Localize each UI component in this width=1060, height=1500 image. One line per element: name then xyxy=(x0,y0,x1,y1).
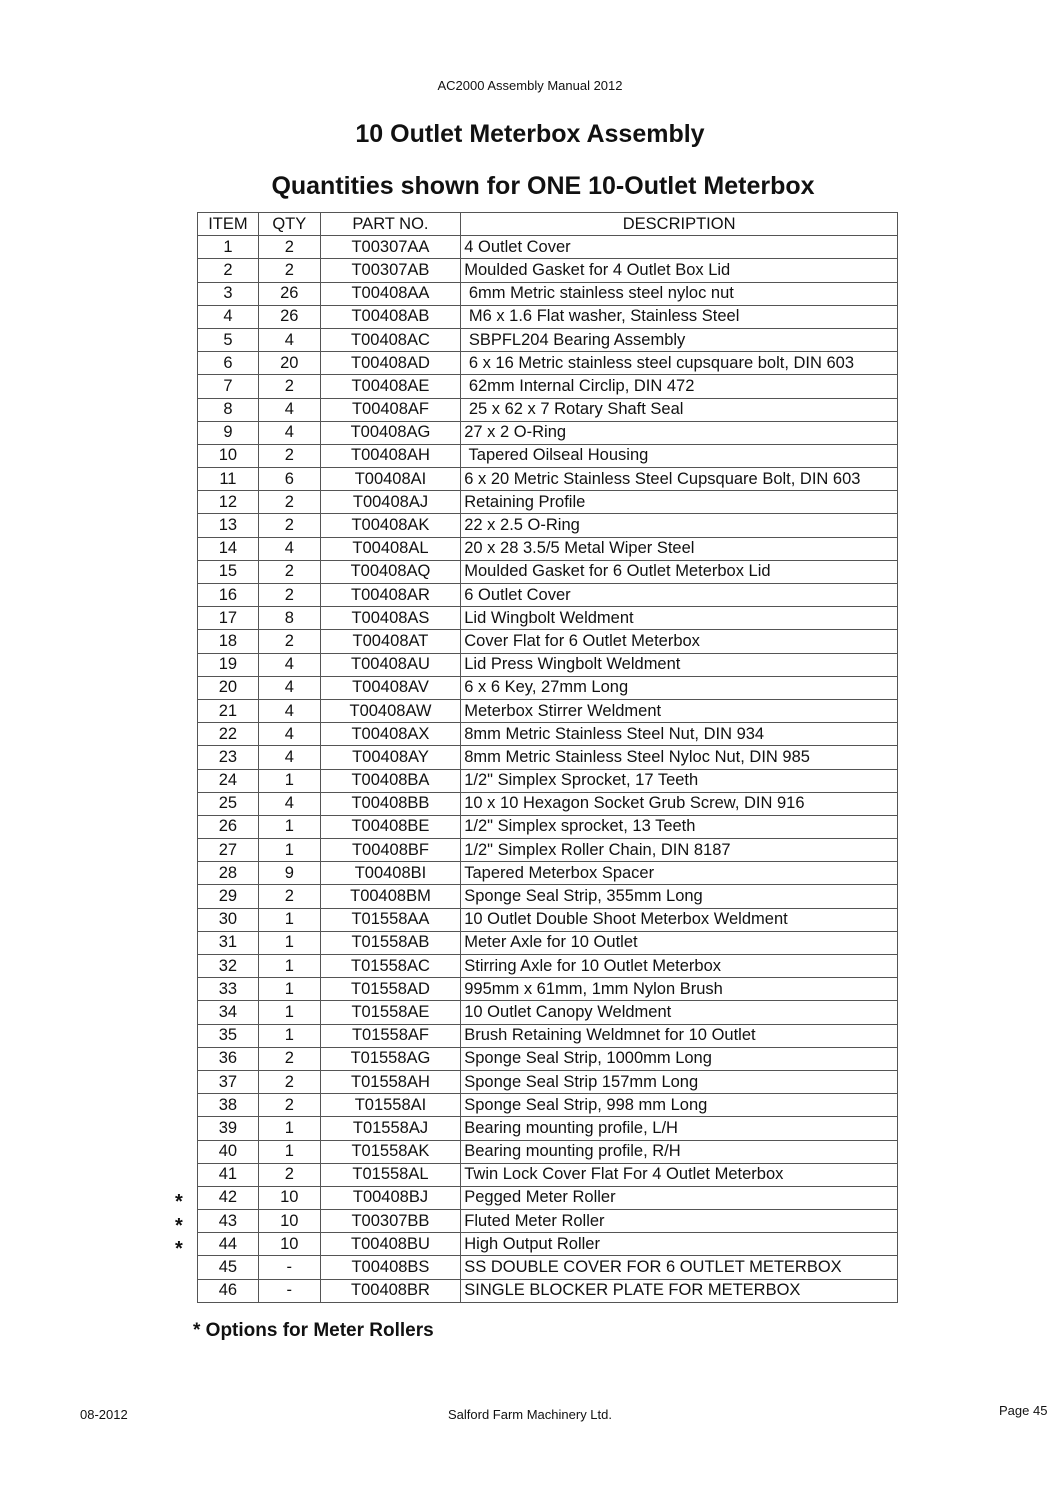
table-row xyxy=(198,815,898,838)
footer-company: Salford Farm Machinery Ltd. xyxy=(447,1407,612,1422)
description-cell: SINGLE BLOCKER PLATE FOR METERBOX xyxy=(461,1279,898,1302)
part-no-cell: T00307AB xyxy=(320,259,461,282)
item-cell: 18 xyxy=(198,630,259,653)
description-cell: Tapered Meterbox Spacer xyxy=(461,862,898,885)
table-row xyxy=(198,1210,898,1233)
item-cell: 13 xyxy=(198,514,259,537)
qty-cell: 2 xyxy=(258,630,320,653)
description-cell: Tapered Oilseal Housing xyxy=(461,444,898,467)
part-no-cell: T00408BA xyxy=(320,769,461,792)
column-header-description: DESCRIPTION xyxy=(461,213,898,236)
qty-cell: 20 xyxy=(258,352,320,375)
qty-cell: 4 xyxy=(258,723,320,746)
item-cell: 15 xyxy=(198,560,259,583)
part-no-cell: T00307AA xyxy=(320,236,461,259)
table-row xyxy=(198,931,898,954)
table-row xyxy=(198,328,898,351)
part-no-cell: T00408BE xyxy=(320,815,461,838)
table-row xyxy=(198,398,898,421)
page-subtitle: Quantities shown for ONE 10-Outlet Meterbox xyxy=(271,172,815,200)
item-cell: 16 xyxy=(198,584,259,607)
table-row xyxy=(198,1001,898,1024)
qty-cell: 1 xyxy=(258,1024,320,1047)
description-cell: High Output Roller xyxy=(461,1233,898,1256)
part-no-cell: T01558AK xyxy=(320,1140,461,1163)
item-cell: 6 xyxy=(198,352,259,375)
part-no-cell: T01558AD xyxy=(320,978,461,1001)
option-marker: * xyxy=(175,1214,183,1237)
table-row xyxy=(198,1256,898,1279)
part-no-cell: T00408AU xyxy=(320,653,461,676)
qty-cell: 1 xyxy=(258,931,320,954)
part-no-cell: T00408AR xyxy=(320,584,461,607)
item-cell: 8 xyxy=(198,398,259,421)
qty-cell: 2 xyxy=(258,514,320,537)
qty-cell: 4 xyxy=(258,537,320,560)
description-cell: Moulded Gasket for 4 Outlet Box Lid xyxy=(461,259,898,282)
part-no-cell: T01558AB xyxy=(320,931,461,954)
table-row xyxy=(198,1094,898,1117)
table-row xyxy=(198,282,898,305)
item-cell: 14 xyxy=(198,537,259,560)
qty-cell: 4 xyxy=(258,699,320,722)
part-no-cell: T01558AF xyxy=(320,1024,461,1047)
qty-cell: 1 xyxy=(258,839,320,862)
item-cell: 38 xyxy=(198,1094,259,1117)
item-cell: 23 xyxy=(198,746,259,769)
qty-cell: 2 xyxy=(258,1047,320,1070)
item-cell: 30 xyxy=(198,908,259,931)
table-row xyxy=(198,560,898,583)
options-note: * Options for Meter Rollers xyxy=(193,1320,434,1341)
part-no-cell: T00408BF xyxy=(320,839,461,862)
part-no-cell: T00408AG xyxy=(320,421,461,444)
part-no-cell: T00408AV xyxy=(320,676,461,699)
qty-cell: - xyxy=(258,1279,320,1302)
item-cell: 5 xyxy=(198,328,259,351)
item-cell: 43 xyxy=(198,1210,259,1233)
description-cell: Twin Lock Cover Flat For 4 Outlet Meterbox xyxy=(461,1163,898,1186)
part-no-cell: T00408AI xyxy=(320,468,461,491)
part-no-cell: T00408AX xyxy=(320,723,461,746)
part-no-cell: T00408AF xyxy=(320,398,461,421)
item-cell: 35 xyxy=(198,1024,259,1047)
part-no-cell: T00408BS xyxy=(320,1256,461,1279)
part-no-cell: T00408AB xyxy=(320,305,461,328)
description-cell: Bearing mounting profile, R/H xyxy=(461,1140,898,1163)
qty-cell: 10 xyxy=(258,1233,320,1256)
part-no-cell: T00408AW xyxy=(320,699,461,722)
description-cell: 10 Outlet Canopy Weldment xyxy=(461,1001,898,1024)
table-row xyxy=(198,746,898,769)
description-cell: 4 Outlet Cover xyxy=(461,236,898,259)
qty-cell: 4 xyxy=(258,792,320,815)
part-no-cell: T00408AD xyxy=(320,352,461,375)
description-cell: 6 x 20 Metric Stainless Steel Cupsquare Bolt, DIN 603 xyxy=(461,468,898,491)
table-row xyxy=(198,468,898,491)
table-row xyxy=(198,1186,898,1209)
description-cell: 10 x 10 Hexagon Socket Grub Screw, DIN 916 xyxy=(461,792,898,815)
part-no-cell: T01558AH xyxy=(320,1070,461,1093)
description-cell: SS DOUBLE COVER FOR 6 OUTLET METERBOX xyxy=(461,1256,898,1279)
part-no-cell: T00408BB xyxy=(320,792,461,815)
part-no-cell: T01558AI xyxy=(320,1094,461,1117)
item-cell: 17 xyxy=(198,607,259,630)
table-row xyxy=(198,537,898,560)
table-row xyxy=(198,723,898,746)
description-cell: Bearing mounting profile, L/H xyxy=(461,1117,898,1140)
description-cell: Stirring Axle for 10 Outlet Meterbox xyxy=(461,955,898,978)
table-row xyxy=(198,839,898,862)
qty-cell: 4 xyxy=(258,676,320,699)
footer-date: 08-2012 xyxy=(80,1407,128,1422)
description-cell: Retaining Profile xyxy=(461,491,898,514)
table-row xyxy=(198,792,898,815)
table-row xyxy=(198,630,898,653)
table-row xyxy=(198,514,898,537)
qty-cell: 26 xyxy=(258,305,320,328)
qty-cell: 2 xyxy=(258,1094,320,1117)
item-cell: 26 xyxy=(198,815,259,838)
item-cell: 45 xyxy=(198,1256,259,1279)
part-no-cell: T00408AC xyxy=(320,328,461,351)
item-cell: 28 xyxy=(198,862,259,885)
part-no-cell: T00408BJ xyxy=(320,1186,461,1209)
item-cell: 42 xyxy=(198,1186,259,1209)
item-cell: 32 xyxy=(198,955,259,978)
table-row xyxy=(198,699,898,722)
table-row xyxy=(198,1140,898,1163)
description-cell: Sponge Seal Strip, 998 mm Long xyxy=(461,1094,898,1117)
description-cell: 6mm Metric stainless steel nyloc nut xyxy=(461,282,898,305)
description-cell: 8mm Metric Stainless Steel Nyloc Nut, DIN 985 xyxy=(461,746,898,769)
description-cell: Lid Wingbolt Weldment xyxy=(461,607,898,630)
item-cell: 40 xyxy=(198,1140,259,1163)
part-no-cell: T00408BU xyxy=(320,1233,461,1256)
description-cell: Sponge Seal Strip 157mm Long xyxy=(461,1070,898,1093)
table-row xyxy=(198,885,898,908)
part-no-cell: T00408AQ xyxy=(320,560,461,583)
description-cell: Pegged Meter Roller xyxy=(461,1186,898,1209)
qty-cell: - xyxy=(258,1256,320,1279)
item-cell: 4 xyxy=(198,305,259,328)
table-row xyxy=(198,1163,898,1186)
description-cell: 22 x 2.5 O-Ring xyxy=(461,514,898,537)
qty-cell: 9 xyxy=(258,862,320,885)
description-cell: 995mm x 61mm, 1mm Nylon Brush xyxy=(461,978,898,1001)
description-cell: 1/2" Simplex Sprocket, 17 Teeth xyxy=(461,769,898,792)
part-no-cell: T00408AA xyxy=(320,282,461,305)
option-marker: * xyxy=(175,1237,183,1260)
part-no-cell: T01558AJ xyxy=(320,1117,461,1140)
item-cell: 46 xyxy=(198,1279,259,1302)
description-cell: 6 x 6 Key, 27mm Long xyxy=(461,676,898,699)
qty-cell: 6 xyxy=(258,468,320,491)
description-cell: 62mm Internal Circlip, DIN 472 xyxy=(461,375,898,398)
qty-cell: 10 xyxy=(258,1210,320,1233)
qty-cell: 8 xyxy=(258,607,320,630)
qty-cell: 10 xyxy=(258,1186,320,1209)
option-marker: * xyxy=(175,1191,183,1214)
item-cell: 44 xyxy=(198,1233,259,1256)
item-cell: 39 xyxy=(198,1117,259,1140)
item-cell: 12 xyxy=(198,491,259,514)
qty-cell: 26 xyxy=(258,282,320,305)
parts-table xyxy=(197,212,898,1303)
qty-cell: 1 xyxy=(258,769,320,792)
description-cell: M6 x 1.6 Flat washer, Stainless Steel xyxy=(461,305,898,328)
description-cell: 1/2" Simplex sprocket, 13 Teeth xyxy=(461,815,898,838)
item-cell: 19 xyxy=(198,653,259,676)
item-cell: 24 xyxy=(198,769,259,792)
table-row xyxy=(198,1070,898,1093)
part-no-cell: T00408BR xyxy=(320,1279,461,1302)
part-no-cell: T01558AL xyxy=(320,1163,461,1186)
table-row xyxy=(198,1279,898,1302)
description-cell: Lid Press Wingbolt Weldment xyxy=(461,653,898,676)
qty-cell: 1 xyxy=(258,1117,320,1140)
table-row xyxy=(198,375,898,398)
qty-cell: 1 xyxy=(258,815,320,838)
item-cell: 11 xyxy=(198,468,259,491)
column-header-part-no: PART NO. xyxy=(320,213,461,236)
qty-cell: 2 xyxy=(258,584,320,607)
item-cell: 34 xyxy=(198,1001,259,1024)
item-cell: 9 xyxy=(198,421,259,444)
table-row xyxy=(198,1117,898,1140)
table-row xyxy=(198,491,898,514)
table-row xyxy=(198,421,898,444)
page-title: 10 Outlet Meterbox Assembly xyxy=(355,120,705,148)
qty-cell: 1 xyxy=(258,955,320,978)
description-cell: Sponge Seal Strip, 1000mm Long xyxy=(461,1047,898,1070)
qty-cell: 4 xyxy=(258,398,320,421)
table-row xyxy=(198,1024,898,1047)
item-cell: 10 xyxy=(198,444,259,467)
part-no-cell: T01558AA xyxy=(320,908,461,931)
part-no-cell: T01558AC xyxy=(320,955,461,978)
qty-cell: 4 xyxy=(258,653,320,676)
item-cell: 27 xyxy=(198,839,259,862)
table-row xyxy=(198,653,898,676)
item-cell: 36 xyxy=(198,1047,259,1070)
qty-cell: 4 xyxy=(258,746,320,769)
part-no-cell: T00408AE xyxy=(320,375,461,398)
item-cell: 25 xyxy=(198,792,259,815)
part-no-cell: T00408AY xyxy=(320,746,461,769)
description-cell: 8mm Metric Stainless Steel Nut, DIN 934 xyxy=(461,723,898,746)
description-cell: 25 x 62 x 7 Rotary Shaft Seal xyxy=(461,398,898,421)
table-row xyxy=(198,607,898,630)
item-cell: 2 xyxy=(198,259,259,282)
qty-cell: 1 xyxy=(258,1001,320,1024)
page-header: AC2000 Assembly Manual 2012 xyxy=(437,78,623,93)
footer-page-number: Page 45 xyxy=(999,1403,1048,1418)
part-no-cell: T00408BI xyxy=(320,862,461,885)
description-cell: Moulded Gasket for 6 Outlet Meterbox Lid xyxy=(461,560,898,583)
part-no-cell: T00408AT xyxy=(320,630,461,653)
description-cell: 20 x 28 3.5/5 Metal Wiper Steel xyxy=(461,537,898,560)
part-no-cell: T00408BM xyxy=(320,885,461,908)
qty-cell: 2 xyxy=(258,375,320,398)
item-cell: 21 xyxy=(198,699,259,722)
description-cell: 6 Outlet Cover xyxy=(461,584,898,607)
description-cell: Sponge Seal Strip, 355mm Long xyxy=(461,885,898,908)
qty-cell: 2 xyxy=(258,444,320,467)
qty-cell: 2 xyxy=(258,1163,320,1186)
item-cell: 29 xyxy=(198,885,259,908)
description-cell: Meterbox Stirrer Weldment xyxy=(461,699,898,722)
item-cell: 7 xyxy=(198,375,259,398)
part-no-cell: T00307BB xyxy=(320,1210,461,1233)
description-cell: Fluted Meter Roller xyxy=(461,1210,898,1233)
table-row xyxy=(198,1047,898,1070)
part-no-cell: T00408AJ xyxy=(320,491,461,514)
item-cell: 1 xyxy=(198,236,259,259)
parts-table-body xyxy=(198,236,898,1303)
column-header-item: ITEM xyxy=(198,213,259,236)
qty-cell: 2 xyxy=(258,1070,320,1093)
table-row xyxy=(198,1233,898,1256)
description-cell: 27 x 2 O-Ring xyxy=(461,421,898,444)
table-row xyxy=(198,584,898,607)
table-row xyxy=(198,955,898,978)
item-cell: 37 xyxy=(198,1070,259,1093)
description-cell: 6 x 16 Metric stainless steel cupsquare bolt, DIN 603 xyxy=(461,352,898,375)
description-cell: SBPFL204 Bearing Assembly xyxy=(461,328,898,351)
part-no-cell: T00408AH xyxy=(320,444,461,467)
qty-cell: 2 xyxy=(258,885,320,908)
part-no-cell: T00408AK xyxy=(320,514,461,537)
description-cell: Meter Axle for 10 Outlet xyxy=(461,931,898,954)
table-row xyxy=(198,676,898,699)
part-no-cell: T01558AG xyxy=(320,1047,461,1070)
part-no-cell: T01558AE xyxy=(320,1001,461,1024)
item-cell: 20 xyxy=(198,676,259,699)
table-row xyxy=(198,862,898,885)
table-row xyxy=(198,352,898,375)
qty-cell: 1 xyxy=(258,908,320,931)
column-header-qty: QTY xyxy=(258,213,320,236)
part-no-cell: T00408AL xyxy=(320,537,461,560)
description-cell: 1/2" Simplex Roller Chain, DIN 8187 xyxy=(461,839,898,862)
qty-cell: 4 xyxy=(258,328,320,351)
qty-cell: 2 xyxy=(258,259,320,282)
description-cell: 10 Outlet Double Shoot Meterbox Weldment xyxy=(461,908,898,931)
table-row xyxy=(198,978,898,1001)
table-row xyxy=(198,769,898,792)
item-cell: 33 xyxy=(198,978,259,1001)
table-row xyxy=(198,236,898,259)
table-row xyxy=(198,908,898,931)
qty-cell: 1 xyxy=(258,1140,320,1163)
table-row xyxy=(198,259,898,282)
qty-cell: 2 xyxy=(258,560,320,583)
item-cell: 41 xyxy=(198,1163,259,1186)
item-cell: 31 xyxy=(198,931,259,954)
description-cell: Brush Retaining Weldmnet for 10 Outlet xyxy=(461,1024,898,1047)
part-no-cell: T00408AS xyxy=(320,607,461,630)
qty-cell: 2 xyxy=(258,491,320,514)
table-row xyxy=(198,305,898,328)
qty-cell: 1 xyxy=(258,978,320,1001)
item-cell: 22 xyxy=(198,723,259,746)
item-cell: 3 xyxy=(198,282,259,305)
qty-cell: 2 xyxy=(258,236,320,259)
table-row xyxy=(198,444,898,467)
qty-cell: 4 xyxy=(258,421,320,444)
description-cell: Cover Flat for 6 Outlet Meterbox xyxy=(461,630,898,653)
table-header-row xyxy=(198,213,898,236)
